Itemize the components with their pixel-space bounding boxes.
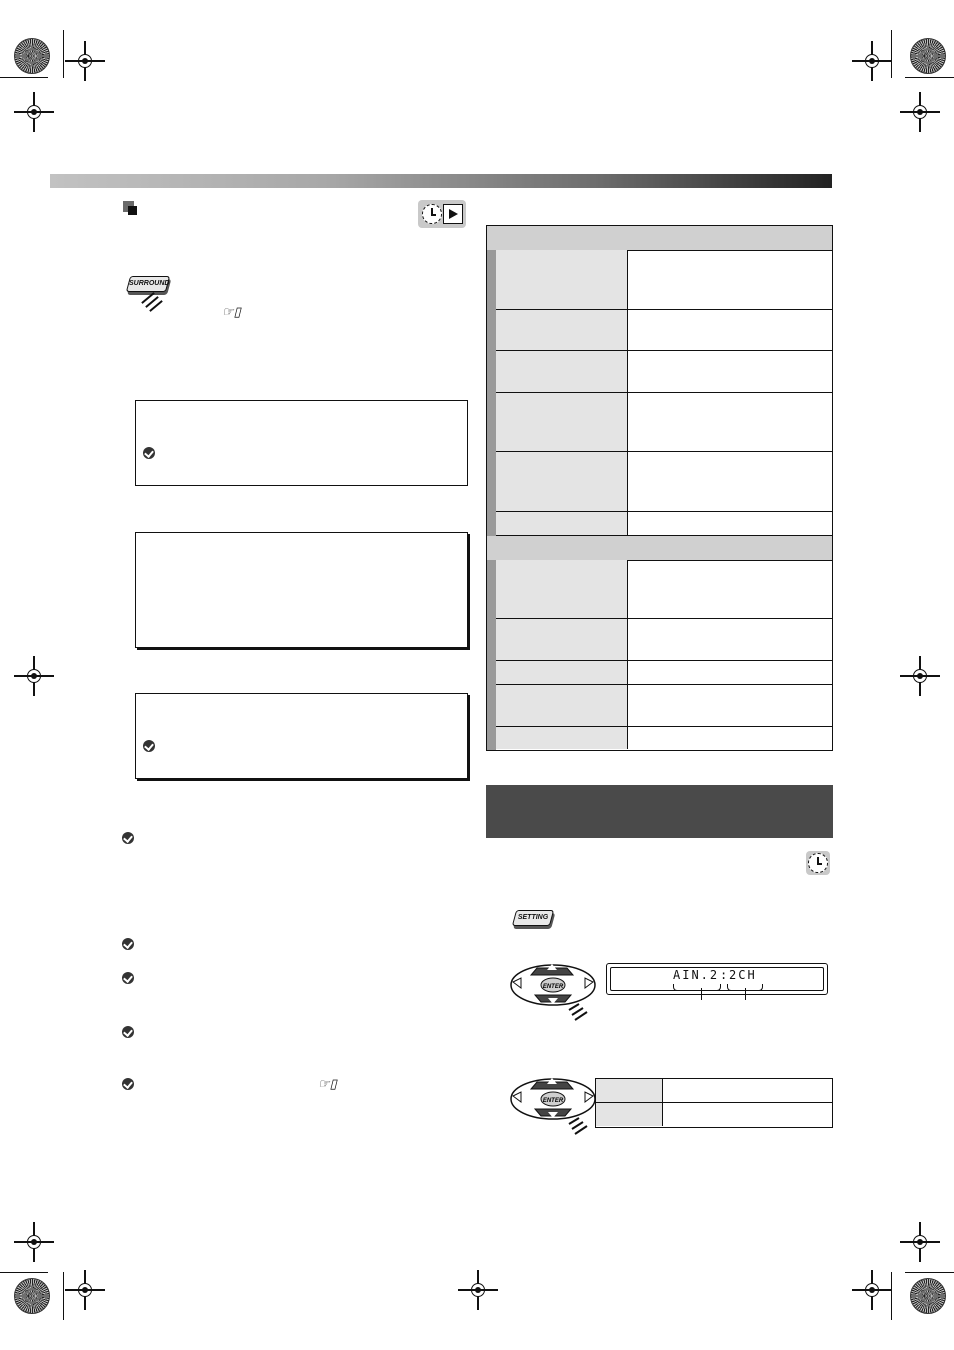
note-box-1	[135, 400, 468, 486]
trim-line	[891, 1272, 892, 1320]
surround-button-label: SURROUND	[129, 280, 170, 287]
trim-line	[63, 30, 64, 78]
table-row	[496, 452, 832, 512]
trim-line	[63, 1272, 64, 1320]
checkmark-icon	[122, 832, 134, 844]
front-display-panel	[606, 963, 828, 995]
checkmark-icon	[122, 938, 134, 950]
mode-indicator-icons	[418, 200, 466, 228]
press-indicator-icon	[140, 293, 158, 311]
checkmark-icon	[122, 1026, 134, 1038]
crosshair-top-right	[852, 41, 892, 81]
table-row	[496, 512, 832, 536]
color-registration-mark-bottom-left	[14, 1278, 50, 1314]
setting-button-label: SETTING	[517, 914, 549, 921]
table-row	[496, 661, 832, 685]
crosshair-bottom-center	[458, 1270, 498, 1310]
table-section-header	[487, 226, 832, 251]
table-section-header	[487, 536, 832, 561]
table-row	[496, 619, 832, 661]
trim-line	[0, 1272, 48, 1273]
crosshair-bottom-right	[852, 1270, 892, 1310]
section-bullet-icon	[123, 201, 134, 212]
table-side-stripe	[487, 250, 496, 536]
note-box-2	[135, 532, 468, 648]
mode-indicator-icon	[806, 851, 830, 875]
table-row	[496, 393, 832, 452]
color-registration-mark-bottom-right	[910, 1278, 946, 1314]
trim-line	[0, 77, 48, 78]
crosshair-middle-left	[14, 656, 54, 696]
clock-icon	[808, 853, 828, 873]
checkmark-icon	[143, 740, 155, 752]
table-row	[496, 351, 832, 393]
table-row	[496, 250, 832, 310]
table-row	[496, 560, 832, 619]
play-icon	[443, 204, 463, 224]
enter-key-label: ENTER	[542, 1098, 564, 1104]
checkmark-icon	[143, 447, 155, 459]
trim-line	[905, 1272, 954, 1273]
mode-options-table	[595, 1078, 833, 1128]
trim-line	[891, 30, 892, 78]
checkmark-icon	[122, 1078, 134, 1090]
callout-line	[701, 988, 702, 1000]
crosshair-middle-right	[900, 656, 940, 696]
page-reference-icon: ☞▯	[318, 1076, 337, 1091]
table-row	[496, 310, 832, 351]
clock-icon	[422, 204, 442, 224]
page-header-bar	[50, 174, 832, 188]
crosshair-bottom-left	[65, 1270, 105, 1310]
table-row	[496, 685, 832, 727]
display-channel-mode: 2CH	[729, 968, 757, 982]
arrow-pad-icon	[507, 958, 597, 1028]
display-callout-bracket	[673, 984, 721, 991]
display-input-source: AIN.2	[673, 968, 720, 982]
table-row	[596, 1079, 832, 1103]
surround-button-icon	[126, 276, 170, 292]
enter-key-label: ENTER	[542, 984, 564, 990]
table-row	[596, 1103, 832, 1126]
arrow-pad-icon	[507, 1072, 597, 1142]
settings-table	[486, 225, 833, 751]
crosshair-bottom-left-upper	[14, 1222, 54, 1262]
setting-button-icon	[512, 910, 554, 926]
color-registration-mark-top-right	[910, 38, 946, 74]
page-reference-icon: ☞▯	[222, 304, 241, 319]
table-side-stripe	[487, 560, 496, 750]
crosshair-top-left-lower	[14, 92, 54, 132]
checkmark-icon	[122, 972, 134, 984]
crosshair-top-left	[65, 41, 105, 81]
table-row	[496, 727, 832, 749]
section-title-banner	[486, 785, 833, 838]
color-registration-mark-top-left	[14, 38, 50, 74]
trim-line	[905, 77, 954, 78]
callout-line	[745, 988, 746, 1000]
note-box-3	[135, 693, 468, 779]
display-separator: :	[720, 968, 730, 982]
crosshair-top-right-lower	[900, 92, 940, 132]
crosshair-bottom-right-upper	[900, 1222, 940, 1262]
